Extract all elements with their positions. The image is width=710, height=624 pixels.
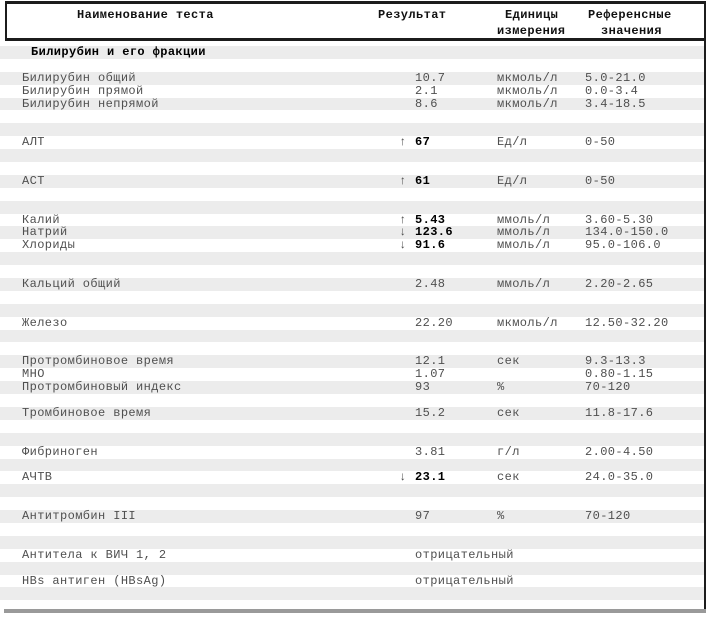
test-name-cell: Антитела к ВИЧ 1, 2 — [22, 547, 167, 562]
reference-range-cell: 0.80-1.15 — [585, 367, 654, 382]
reference-range-cell: 3.4-18.5 — [585, 96, 646, 111]
reference-range-cell: 134.0-150.0 — [585, 225, 669, 240]
table-row — [0, 85, 704, 98]
result-cell: 22.20 — [415, 315, 454, 330]
units-cell: сек — [497, 354, 520, 369]
units-cell: мкмоль/л — [497, 70, 558, 85]
units-cell: г/л — [497, 444, 520, 459]
result-cell: 67 — [415, 135, 431, 150]
reference-range-cell: 0.0-3.4 — [585, 83, 639, 98]
units-cell: мкмоль/л — [497, 96, 558, 111]
result-cell: 10.7 — [415, 70, 446, 85]
reference-range-cell: 0-50 — [585, 173, 616, 188]
spacer-row — [0, 252, 704, 265]
table-row — [0, 407, 704, 420]
table-right-border — [704, 1, 706, 613]
test-name-cell: АЧТВ — [22, 470, 53, 485]
table-row — [0, 278, 704, 291]
reference-range-cell: 3.60-5.30 — [585, 212, 654, 227]
test-name-cell: Натрий — [22, 225, 68, 240]
column-header-test-name: Наименование теста — [77, 8, 214, 22]
table-row — [0, 510, 704, 523]
test-name-cell: Билирубин общий — [22, 70, 137, 85]
test-name-cell: Калий — [22, 212, 61, 227]
test-name-cell: Тромбиновое время — [22, 405, 152, 420]
result-cell: отрицательный — [415, 573, 514, 588]
units-cell: сек — [497, 405, 520, 420]
spacer-row — [0, 420, 704, 433]
column-header-result: Результат — [378, 8, 447, 22]
bottom-rule — [4, 609, 706, 613]
test-name-cell: Протромбиновый индекс — [22, 380, 182, 395]
table-row — [0, 317, 704, 330]
test-name-cell: АЛТ — [22, 135, 45, 150]
units-cell: ммоль/л — [497, 238, 551, 253]
units-cell: ммоль/л — [497, 277, 551, 292]
abnormal-arrow-icon: ↑ — [399, 173, 407, 188]
result-cell: 8.6 — [415, 96, 438, 111]
test-name-cell: Билирубин и его фракции — [31, 45, 206, 59]
column-header-reference-line2: значения — [601, 24, 662, 38]
spacer-row — [0, 162, 704, 175]
reference-range-cell: 2.00-4.50 — [585, 444, 654, 459]
test-name-cell: Билирубин прямой — [22, 83, 144, 98]
result-cell: 123.6 — [415, 225, 454, 240]
column-header-reference-line1: Референсные — [588, 8, 672, 22]
test-name-cell: Кальций общий — [22, 277, 121, 292]
column-header-units-line1: Единицы — [505, 8, 559, 22]
table-row — [0, 175, 704, 188]
spacer-row — [0, 304, 704, 317]
result-cell: 2.48 — [415, 277, 446, 292]
reference-range-cell: 9.3-13.3 — [585, 354, 646, 369]
units-cell: мкмоль/л — [497, 315, 558, 330]
table-row — [0, 471, 704, 484]
units-cell: сек — [497, 470, 520, 485]
units-cell: Ед/л — [497, 135, 528, 150]
spacer-row — [0, 201, 704, 214]
header-underline-rule — [5, 38, 706, 41]
reference-range-cell: 70-120 — [585, 509, 631, 524]
table-row — [0, 72, 704, 85]
test-name-cell: Хлориды — [22, 238, 76, 253]
test-name-cell: Билирубин непрямой — [22, 96, 159, 111]
units-cell: % — [497, 509, 505, 524]
spacer-row — [0, 110, 704, 123]
top-rule — [5, 1, 706, 4]
table-body — [0, 46, 704, 600]
spacer-row — [0, 188, 704, 201]
abnormal-arrow-icon: ↓ — [399, 238, 407, 253]
units-cell: ммоль/л — [497, 212, 551, 227]
reference-range-cell: 2.20-2.65 — [585, 277, 654, 292]
result-cell: 1.07 — [415, 367, 446, 382]
abnormal-arrow-icon: ↓ — [399, 225, 407, 240]
reference-range-cell: 24.0-35.0 — [585, 470, 654, 485]
units-cell: % — [497, 380, 505, 395]
test-name-cell: МНО — [22, 367, 45, 382]
test-name-cell: Железо — [22, 315, 68, 330]
result-cell: 23.1 — [415, 470, 446, 485]
spacer-row — [0, 291, 704, 304]
result-cell: 3.81 — [415, 444, 446, 459]
result-cell: 61 — [415, 173, 431, 188]
result-cell: 15.2 — [415, 405, 446, 420]
abnormal-arrow-icon: ↑ — [399, 212, 407, 227]
table-row — [0, 381, 704, 394]
test-name-cell: Фибриноген — [22, 444, 99, 459]
spacer-row — [0, 562, 704, 575]
table-row — [0, 549, 704, 562]
reference-range-cell: 70-120 — [585, 380, 631, 395]
table-row — [0, 575, 704, 588]
result-cell: 91.6 — [415, 238, 446, 253]
reference-range-cell: 12.50-32.20 — [585, 315, 669, 330]
abnormal-arrow-icon: ↑ — [399, 135, 407, 150]
result-cell: 93 — [415, 380, 431, 395]
units-cell: Ед/л — [497, 173, 528, 188]
result-cell: 5.43 — [415, 212, 446, 227]
test-name-cell: Протромбиновое время — [22, 354, 175, 369]
spacer-row — [0, 59, 704, 72]
spacer-row — [0, 394, 704, 407]
spacer-row — [0, 149, 704, 162]
result-cell: 97 — [415, 509, 431, 524]
units-cell: мкмоль/л — [497, 83, 558, 98]
table-row — [0, 136, 704, 149]
test-name-cell: АСТ — [22, 173, 45, 188]
column-header-units-line2: измерения — [497, 24, 566, 38]
table-row — [0, 98, 704, 111]
units-cell: ммоль/л — [497, 225, 551, 240]
result-cell: 2.1 — [415, 83, 438, 98]
test-name-cell: Антитромбин III — [22, 509, 137, 524]
spacer-row — [0, 330, 704, 343]
result-cell: отрицательный — [415, 547, 514, 562]
test-name-cell: HBs антиген (HBsAg) — [22, 573, 167, 588]
table-row — [0, 239, 704, 252]
reference-range-cell: 11.8-17.6 — [585, 405, 654, 420]
spacer-row — [0, 484, 704, 497]
spacer-row — [0, 433, 704, 446]
section-header-row — [0, 46, 704, 59]
spacer-row — [0, 523, 704, 536]
reference-range-cell: 5.0-21.0 — [585, 70, 646, 85]
result-cell: 12.1 — [415, 354, 446, 369]
abnormal-arrow-icon: ↓ — [399, 470, 407, 485]
reference-range-cell: 95.0-106.0 — [585, 238, 662, 253]
header-left-border — [5, 1, 7, 41]
spacer-row — [0, 536, 704, 549]
spacer-row — [0, 587, 704, 600]
reference-range-cell: 0-50 — [585, 135, 616, 150]
table-row — [0, 446, 704, 459]
